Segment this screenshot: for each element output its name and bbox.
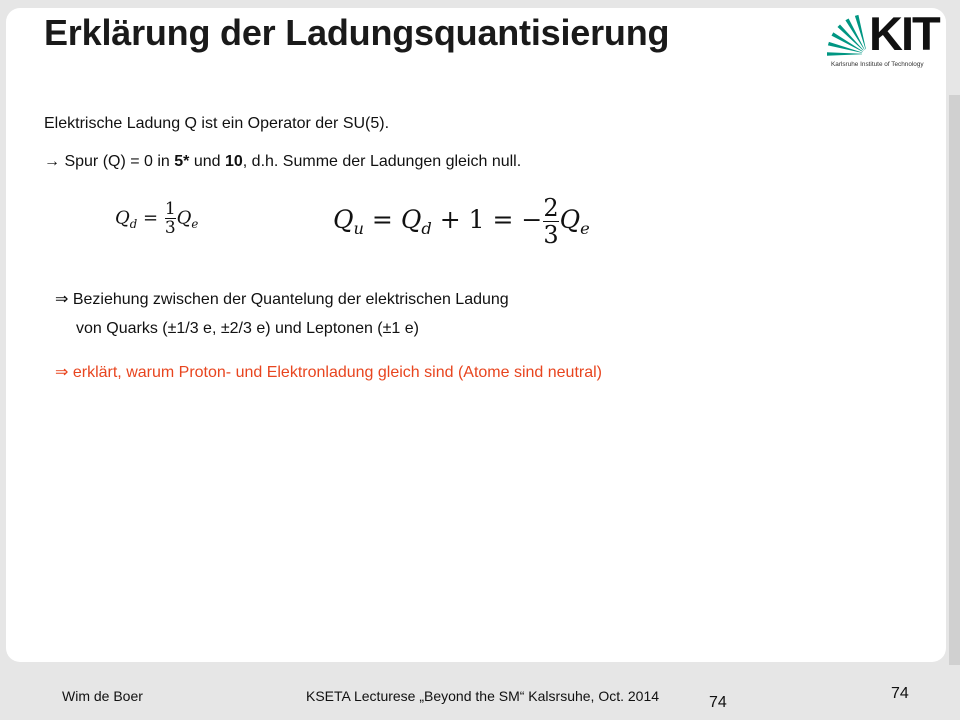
trace-rep-5star: 5* (174, 153, 190, 170)
equation-qd (115, 200, 198, 237)
relation-text: Beziehung zwischen der Quantelung der elektrischen Ladung (68, 291, 509, 308)
equation-qu (333, 195, 590, 248)
eq2-lhs-sub: u (353, 219, 364, 238)
implies-arrow-icon: ⇒ (55, 364, 69, 381)
eq2-plus: + (439, 205, 461, 234)
text-line-relation (55, 289, 509, 309)
kit-logo-ray (827, 52, 862, 56)
eq2-den: 3 (543, 221, 559, 249)
eq1-fraction (165, 200, 176, 237)
eq2-fraction (543, 195, 558, 248)
kit-logo-word: KIT (869, 7, 939, 60)
text-line-trace (44, 153, 521, 171)
eq2-rhs: Q (559, 205, 581, 234)
eq1-lhs: Q (115, 207, 130, 229)
right-arrow-icon: → (44, 153, 60, 170)
footer-page-number: 74 (891, 685, 909, 702)
footer-lecture: KSETA Lecturese „Beyond the SM“ Kalsrsuhe, Oct. 2014 (306, 688, 660, 704)
footer-page-number-overlap: 74 (709, 694, 727, 711)
eq2-rhs-sub: e (580, 219, 590, 238)
text-line-quarks-leptons: von Quarks (±1/3 e, ±2/3 e) und Leptonen (±1 e) (76, 320, 419, 337)
eq2-mid: Q (400, 205, 422, 234)
eq2-one: 1 (468, 205, 485, 234)
eq2-minus: − (521, 205, 543, 234)
eq1-equals: = (142, 207, 159, 229)
eq2-lhs: Q (333, 205, 354, 234)
right-edge-strip (949, 95, 960, 665)
implies-arrow-icon: ⇒ (55, 291, 69, 308)
eq2-equals-1: = (371, 205, 393, 234)
text-line-conclusion (55, 362, 602, 382)
eq2-mid-sub: d (421, 219, 432, 238)
eq2-num: 2 (543, 194, 559, 222)
eq1-rhs-sub: e (191, 217, 199, 232)
footer-author: Wim de Boer (62, 688, 143, 704)
trace-text-c: und (189, 153, 225, 170)
eq1-num: 1 (164, 199, 176, 219)
kit-rays-logo-icon (827, 14, 871, 60)
kit-logo-subtitle: Karlsruhe Institute of Technology (831, 61, 924, 68)
eq2-equals-2: = (492, 205, 514, 234)
kit-logo (827, 7, 945, 76)
eq1-den: 3 (164, 218, 176, 238)
trace-rep-10: 10 (224, 153, 243, 170)
text-line-charge-operator: Elektrische Ladung Q ist ein Operator der SU(5). (44, 115, 390, 132)
conclusion-text: erklärt, warum Proton- und Elektronladung gleich sind (Atome sind neutral) (68, 364, 602, 381)
trace-text-e: , d.h. Summe der Ladungen gleich null. (242, 153, 522, 170)
eq1-lhs-sub: d (129, 217, 138, 232)
trace-text-a: Spur (Q) = 0 in (60, 153, 175, 170)
eq1-rhs: Q (176, 207, 192, 229)
slide-title: Erklärung der Ladungsquantisierung (44, 12, 670, 53)
